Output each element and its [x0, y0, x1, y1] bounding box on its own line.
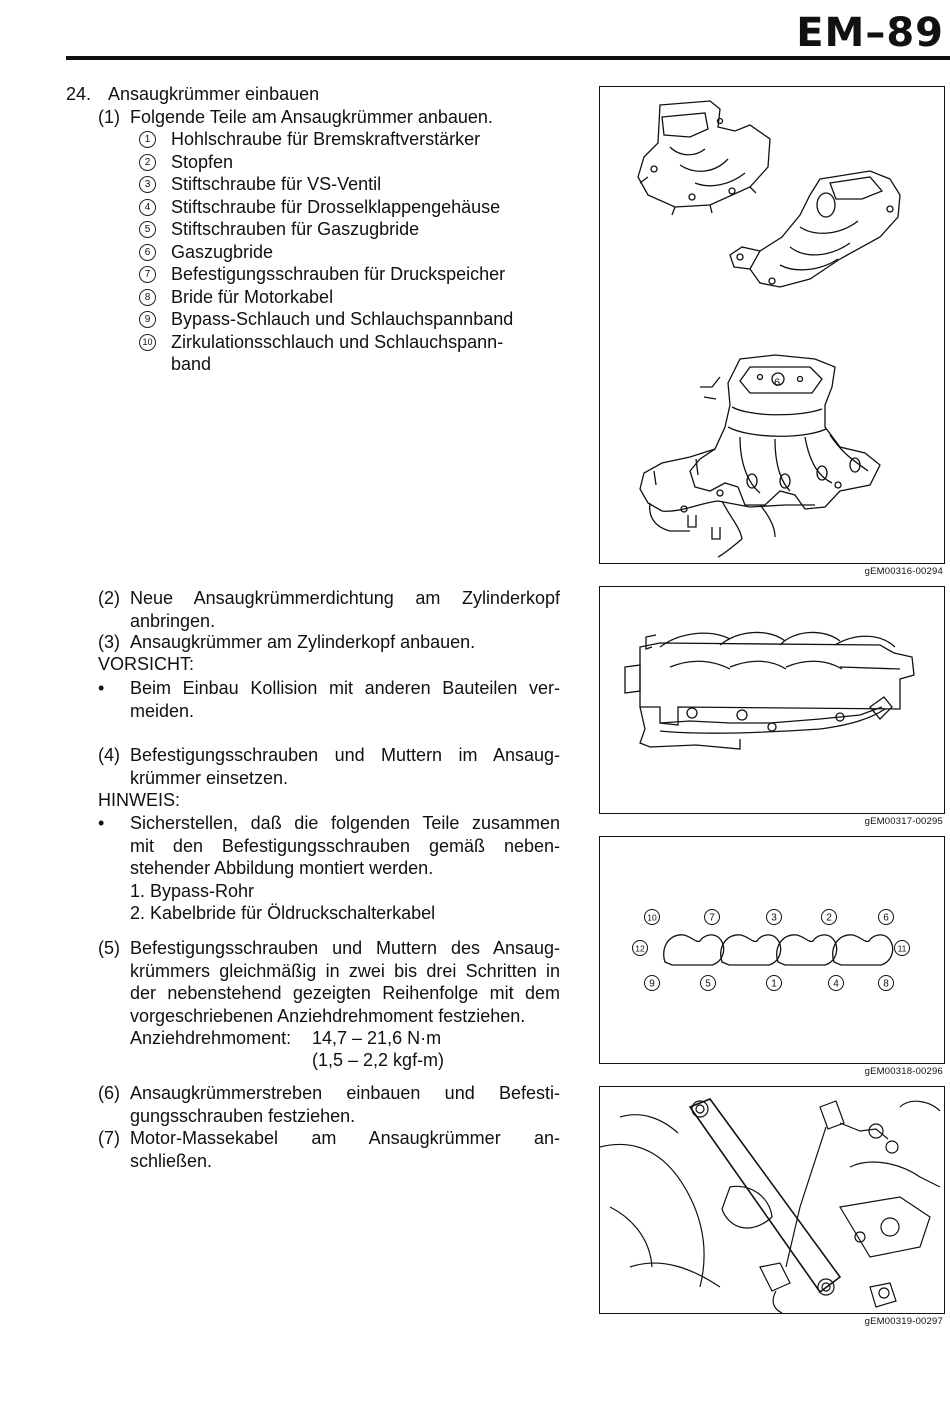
circled-number: 6 [139, 244, 156, 261]
text-line: vorgeschriebenen Anziehdrehmoment festziehen. [130, 1005, 526, 1026]
substep-7 [98, 1127, 560, 1172]
circled-number: 3 [139, 176, 156, 193]
step-24-heading [66, 83, 319, 106]
sequence-number: 2 [826, 912, 832, 924]
figure-caption: gEM00319-00297 [864, 1316, 943, 1327]
text-line: Befestigungsschrauben und Muttern des Ansaug- [130, 938, 560, 958]
hint-heading: HINWEIS: [98, 790, 181, 810]
port-outline [721, 935, 781, 965]
circled-number: 10 [139, 334, 156, 351]
text-line: Befestigungsschrauben und Muttern im Ansaug- [130, 745, 560, 765]
caution-heading: VORSICHT: [98, 654, 195, 674]
text-line: anbringen. [130, 610, 216, 631]
hint-list-item: 2. Kabelbride für Öldruckschalterkabel [130, 903, 436, 923]
sequence-number: 7 [709, 912, 715, 924]
caution-bullet [98, 677, 560, 722]
substep-2 [98, 587, 560, 632]
text-line: Sicherstellen, daß die folgenden Teile zusammen [130, 813, 560, 833]
item-text: Stiftschraube für Drosselklappengehäuse [171, 196, 501, 217]
item-text: Stiftschraube für VS-Ventil [171, 174, 382, 194]
substep-label: (3) [98, 632, 120, 652]
sequence-number: 12 [635, 943, 645, 954]
list-item [139, 128, 559, 151]
port-outline [777, 935, 837, 965]
circled-number: 2 [139, 154, 156, 171]
bullet-dot: • [98, 813, 105, 833]
page-code: EM–89 [796, 10, 944, 56]
list-item [139, 331, 559, 376]
circled-number: 5 [139, 221, 156, 238]
figure-caption: gEM00316-00294 [864, 566, 943, 577]
hint-text [130, 812, 560, 925]
item-text: Bride für Motorkabel [171, 286, 334, 307]
sequence-number: 4 [833, 978, 839, 990]
text-line: gungsschrauben festziehen. [130, 1105, 356, 1126]
text-line: Motor-Massekabel am Ansaugkrümmer an- [130, 1128, 560, 1148]
text-line: Ansaugkrümmerstreben einbauen und Befesti- [130, 1083, 560, 1103]
item-text: Hohlschraube für Bremskraftverstärker [171, 129, 481, 149]
item-text: Stopfen [171, 151, 234, 172]
bullet-dot: • [98, 678, 105, 698]
item-text-continued: band [171, 354, 212, 374]
item-text: Zirkulationsschlauch und Schlauchspann- [171, 331, 504, 352]
sequence-number: 3 [771, 912, 777, 924]
figure-manifold-stay [599, 1086, 945, 1314]
item-text: Stiftschrauben für Gaszugbride [171, 219, 420, 239]
substep-label: (5) [98, 938, 120, 958]
figure-manifold-installed [599, 586, 945, 814]
sequence-number: 5 [705, 978, 711, 990]
substep-3 [98, 631, 560, 653]
substep-text: Ansaugkrümmer am Zylinderkopf anbauen. [130, 632, 476, 652]
text-line: meiden. [130, 700, 195, 721]
text-line: krümmers gleichmäßig in zwei bis drei Schritten in [130, 960, 560, 981]
substep-1 [98, 106, 560, 128]
manifold-parts-drawing [600, 87, 944, 563]
circled-number: 8 [139, 289, 156, 306]
list-item [139, 263, 559, 286]
substep-text [130, 937, 560, 1027]
figure-tightening-sequence [599, 836, 945, 1064]
parts-list [139, 128, 559, 376]
substep-label: (2) [98, 588, 120, 608]
substep-label: (1) [98, 107, 120, 127]
substep-text [130, 1082, 560, 1127]
sequence-number: 6 [883, 912, 889, 924]
list-item [139, 173, 559, 196]
sequence-number: 9 [649, 978, 655, 990]
text-line: stehender Abbildung montiert werden. [130, 858, 434, 878]
sequence-number: 11 [897, 943, 907, 954]
circled-number: 7 [139, 266, 156, 283]
caution-text [130, 677, 560, 722]
substep-label: (4) [98, 745, 120, 765]
list-item [139, 286, 559, 309]
text-line: krümmer einsetzen. [130, 767, 289, 788]
torque-value: 14,7 – 21,6 N·m [312, 1028, 442, 1048]
text-line: schließen. [130, 1150, 213, 1171]
text-line: der nebenstehend gezeigten Reihenfolge mit dem [130, 983, 560, 1003]
substep-text [130, 744, 560, 789]
figure-caption: gEM00318-00296 [864, 1066, 943, 1077]
substep-6 [98, 1082, 560, 1127]
list-item [139, 151, 559, 174]
substep-4 [98, 744, 560, 789]
circled-number: 4 [139, 199, 156, 216]
sequence-number: 10 [647, 912, 657, 923]
step-number: 24. [66, 84, 92, 104]
torque-value-alt: (1,5 – 2,2 kgf-m) [312, 1050, 445, 1070]
step-title: Ansaugkrümmer einbauen [108, 84, 320, 104]
list-item [139, 196, 559, 219]
text-line: Neue Ansaugkrümmerdichtung am Zylinderkopf [130, 588, 560, 608]
list-item [139, 218, 559, 241]
substep-label: (6) [98, 1083, 120, 1103]
hint-list-item: 1. Bypass-Rohr [130, 880, 255, 901]
circled-number: 9 [139, 311, 156, 328]
port-outline [664, 935, 724, 965]
list-item [139, 241, 559, 264]
circled-number: 1 [139, 131, 156, 148]
figure-intake-manifold-parts [599, 86, 945, 564]
item-text: Bypass-Schlauch und Schlauchspannband [171, 309, 514, 329]
manifold-stay-drawing [600, 1087, 944, 1313]
sequence-number: 8 [883, 978, 889, 990]
item-text: Befestigungsschrauben für Druckspeicher [171, 264, 506, 284]
text-line: Beim Einbau Kollision mit anderen Bauteilen ver- [130, 678, 560, 698]
item-text: Gaszugbride [171, 241, 274, 262]
substep-text [130, 587, 560, 632]
substep-text [130, 1127, 560, 1172]
torque-label: Anziehdrehmoment: [130, 1028, 292, 1048]
svg-text:6: 6 [774, 377, 781, 389]
tightening-sequence-drawing [600, 837, 944, 1063]
substep-label: (7) [98, 1128, 120, 1148]
list-item [139, 308, 559, 331]
figure-caption: gEM00317-00295 [864, 816, 943, 827]
port-outline [833, 935, 893, 965]
substep-text: Folgende Teile am Ansaugkrümmer anbauen. [130, 107, 493, 127]
text-line: mit den Befestigungsschrauben gemäß neben- [130, 835, 560, 856]
header-rule [66, 56, 950, 60]
sequence-number: 1 [771, 978, 777, 990]
manifold-installed-drawing [600, 587, 944, 813]
hint-bullet [98, 812, 560, 924]
